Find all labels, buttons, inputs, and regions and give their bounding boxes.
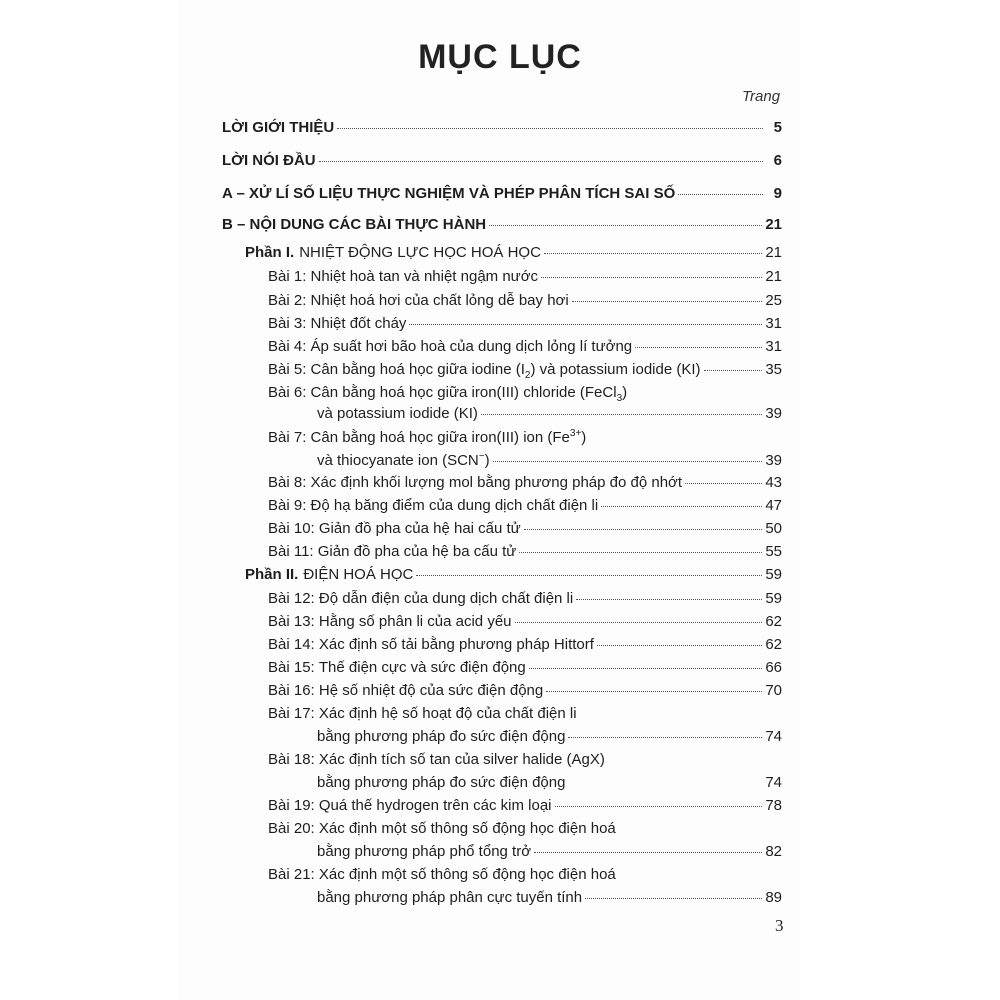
page-number: 3 [775,916,784,935]
toc-entry: LỜI NÓI ĐẦU 6 [222,152,782,169]
toc-lesson-continuation: bằng phương pháp đo sức điện động 74 [317,728,782,745]
toc-lesson-continuation: bằng phương pháp đo sức điện động 74 [317,774,782,791]
toc-lesson: Bài 1: Nhiệt hoà tan và nhiệt ngậm nước 21 [268,268,782,285]
toc-lesson: Bài 13: Hằng số phân li của acid yếu 62 [268,613,782,630]
toc-lesson: Bài 4: Áp suất hơi bão hoà của dung dịch lỏng lí tưởng 31 [268,338,782,355]
toc-lesson: Bài 2: Nhiệt hoá hơi của chất lỏng dễ bay hơi 25 [268,292,782,309]
toc-lesson: Bài 21: Xác định một số thông số động học điện hoá [268,866,616,883]
toc-lesson: Bài 19: Quá thế hydrogen trên các kim loại 78 [268,797,782,814]
toc-lesson: Bài 16: Hệ số nhiệt độ của sức điện động 70 [268,682,782,699]
toc-lesson: Bài 3: Nhiệt đốt cháy 31 [268,315,782,332]
toc-lesson: Bài 14: Xác định số tải bằng phương pháp Hittorf 62 [268,636,782,653]
toc-lesson-continuation: và thiocyanate ion (SCN−) 39 [317,451,782,469]
toc-lesson: Bài 9: Độ hạ băng điểm của dung dịch chất điện li 47 [268,497,782,514]
toc-lesson: Bài 17: Xác định hệ số hoạt độ của chất điện li [268,705,577,722]
toc-lesson: Bài 10: Giản đồ pha của hệ hai cấu tử 50 [268,520,782,537]
toc-entry: LỜI GIỚI THIỆU 5 [222,119,782,136]
toc-lesson: Bài 8: Xác định khối lượng mol bằng phương pháp đo độ nhớt 43 [268,474,782,491]
toc-lesson: Bài 11: Giản đồ pha của hệ ba cấu tử 55 [268,543,782,560]
toc-lesson: Bài 12: Độ dẫn điện của dung dịch chất điện li 59 [268,590,782,607]
page-column-label: Trang [742,88,781,105]
toc-lesson: Bài 7: Cân bằng hoá học giữa iron(III) ion $(Fe^{3+})$ [268,428,587,446]
toc-lesson: Bài 15: Thế điện cực và sức điện động 66 [268,659,782,676]
toc-part-heading: Phần II. ĐIỆN HOÁ HỌC 59 [245,566,782,583]
toc-part-heading: Phần I. NHIỆT ĐỘNG LỰC HỌC HOÁ HỌC 21 [245,244,782,261]
toc-lesson-continuation: bằng phương pháp phổ tổng trở 82 [317,843,782,860]
toc-lesson: Bài 18: Xác định tích số tan của silver halide (AgX) [268,751,605,768]
toc-lesson: Bài 20: Xác định một số thông số động học điện hoá [268,820,616,837]
toc-entry: A – XỬ LÍ SỐ LIỆU THỰC NGHIỆM VÀ PHÉP PHÂN TÍCH SAI SỐ 9 [222,185,782,202]
toc-lesson-continuation: bằng phương pháp phân cực tuyến tính 89 [317,889,782,906]
toc-lesson: Bài 5: Cân bằng hoá học giữa iodine $(I_2)$ và potassium iodide (KI) 35 [268,361,782,381]
toc-lesson: Bài 6: Cân bằng hoá học giữa iron(III) chloride (FeCl$_3$) [268,384,628,404]
page-title: MỤC LỤC [418,38,582,76]
toc-lesson-continuation: và potassium iodide (KI) 39 [317,405,782,422]
toc-entry: B – NỘI DUNG CÁC BÀI THỰC HÀNH 21 [222,216,782,233]
